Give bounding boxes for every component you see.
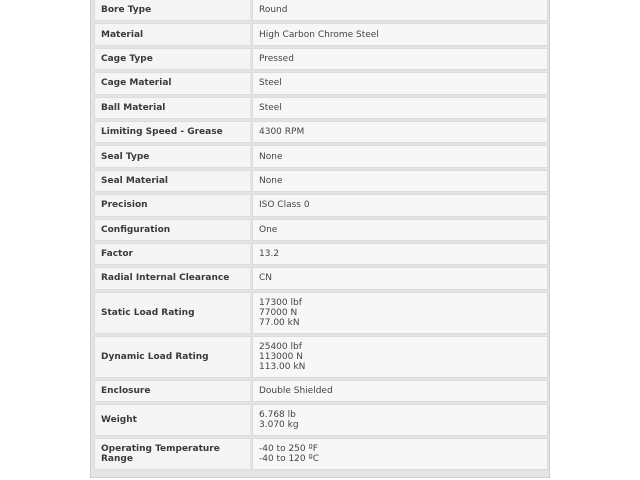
- spec-value: [252, 23, 548, 45]
- spec-label: Seal Type: [94, 145, 252, 167]
- spec-label: Limiting Speed - Grease: [94, 121, 252, 143]
- spec-label: Cage Type: [94, 48, 252, 70]
- spec-value-line: Double Shielded: [259, 385, 333, 396]
- spec-label: Cage Material: [94, 72, 252, 94]
- spec-value-line: -40 to 120 ºC: [259, 454, 320, 465]
- spec-value-line: 77.00 kN: [259, 317, 300, 328]
- spec-label: Enclosure: [94, 380, 252, 402]
- spec-label: Static Load Rating: [94, 292, 252, 334]
- spec-value-line: None: [259, 151, 283, 162]
- spec-value: [252, 219, 548, 241]
- spec-row-enclosure: [94, 380, 548, 402]
- spec-row-weight: [94, 404, 548, 436]
- spec-value: [252, 121, 548, 143]
- spec-label: Seal Material: [94, 170, 252, 192]
- spec-value: [252, 336, 548, 378]
- spec-value-line: ISO Class 0: [259, 200, 310, 211]
- spec-value: [252, 267, 548, 289]
- spec-value-line: One: [259, 224, 278, 235]
- spec-row-operating-temperature-range: [94, 438, 548, 470]
- spec-row-dynamic-load-rating: [94, 336, 548, 378]
- spec-row-limiting-speed-grease: [94, 121, 548, 143]
- spec-value: [252, 243, 548, 265]
- spec-value: [252, 48, 548, 70]
- spec-table-body: [94, 0, 548, 470]
- spec-table: [94, 0, 548, 472]
- spec-value: [252, 0, 548, 21]
- spec-row-bore-type: [94, 0, 548, 21]
- spec-value-line: 13.2: [259, 249, 280, 260]
- spec-value: [252, 170, 548, 192]
- spec-row-cage-material: [94, 72, 548, 94]
- spec-label: Configuration: [94, 219, 252, 241]
- spec-value-line: Steel: [259, 78, 282, 89]
- spec-value-line: 113.00 kN: [259, 361, 306, 372]
- spec-label: Factor: [94, 243, 252, 265]
- spec-value: [252, 438, 548, 470]
- spec-row-ball-material: [94, 97, 548, 119]
- spec-value-line: High Carbon Chrome Steel: [259, 29, 379, 40]
- spec-label: Radial Internal Clearance: [94, 267, 252, 289]
- spec-row-radial-internal-clearance: [94, 267, 548, 289]
- spec-label: Material: [94, 23, 252, 45]
- spec-label: Weight: [94, 404, 252, 436]
- spec-value: [252, 72, 548, 94]
- spec-row-static-load-rating: [94, 292, 548, 334]
- spec-value-line: 3.070 kg: [259, 420, 299, 431]
- spec-row-seal-type: [94, 145, 548, 167]
- spec-value: [252, 292, 548, 334]
- spec-row-seal-material: [94, 170, 548, 192]
- spec-label: Dynamic Load Rating: [94, 336, 252, 378]
- spec-label: Precision: [94, 194, 252, 216]
- spec-value-line: CN: [259, 273, 273, 284]
- spec-value-line: 77000 N: [259, 307, 298, 318]
- spec-row-configuration: [94, 219, 548, 241]
- spec-value: [252, 380, 548, 402]
- spec-value-line: Steel: [259, 102, 282, 113]
- spec-label: Bore Type: [94, 0, 252, 21]
- spec-value-line: 6.768 lb: [259, 410, 296, 421]
- spec-row-material: [94, 23, 548, 45]
- spec-value-line: 25400 lbf: [259, 341, 302, 352]
- spec-value-line: Pressed: [259, 53, 294, 64]
- spec-label: Operating Temperature Range: [94, 438, 252, 470]
- spec-value-line: 17300 lbf: [259, 297, 302, 308]
- spec-label: Ball Material: [94, 97, 252, 119]
- spec-row-factor: [94, 243, 548, 265]
- spec-value-line: -40 to 250 ºF: [259, 444, 318, 455]
- spec-value: [252, 404, 548, 436]
- spec-value: [252, 145, 548, 167]
- spec-value-line: 113000 N: [259, 351, 303, 362]
- spec-value: [252, 97, 548, 119]
- spec-row-cage-type: [94, 48, 548, 70]
- spec-row-precision: [94, 194, 548, 216]
- spec-value-line: None: [259, 175, 283, 186]
- spec-value: [252, 194, 548, 216]
- spec-value-line: 4300 RPM: [259, 127, 305, 138]
- spec-value-line: Round: [259, 5, 288, 16]
